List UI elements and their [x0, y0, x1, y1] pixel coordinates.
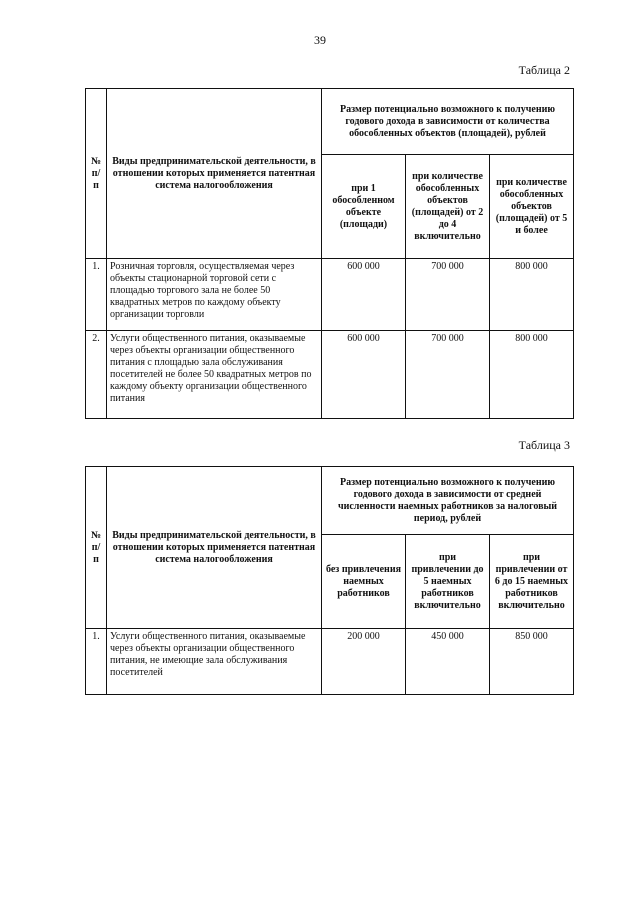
table-2-caption: Таблица 2 [518, 63, 570, 77]
table-2 [85, 88, 574, 419]
row-number: 2. [86, 331, 107, 419]
row-kind: Розничная торговля, осуществляемая через объекты стационарной торговой сети с площадью торгового зала не более 50 квадратных метров по каждому объекту организации торговли [107, 259, 322, 331]
table-3-header-kind: Виды предпринимательской деятельности, в отношении которых применяется патентная система налогообложения [107, 467, 322, 629]
row-value-2: 450 000 [406, 629, 490, 695]
row-kind: Услуги общественного питания, оказываемые через объекты организации общественного питания с площадью зала обслуживания посетителей не более 50 квадратных метров по каждому объекту организации общественного питания [107, 331, 322, 419]
row-number: 1. [86, 259, 107, 331]
row-value-3: 800 000 [490, 259, 574, 331]
page-number: 39 [314, 33, 326, 47]
table-3-subheader-3: при привлечении от 6 до 15 наемных работников включительно [490, 535, 574, 629]
row-value-2: 700 000 [406, 331, 490, 419]
table-row [86, 259, 574, 331]
table-2-header-row [86, 89, 574, 155]
table-2-header-kind: Виды предпринимательской деятельности, в отношении которых применяется патентная система налогообложения [107, 89, 322, 259]
row-value-1: 600 000 [322, 331, 406, 419]
table-row [86, 331, 574, 419]
row-kind: Услуги общественного питания, оказываемые через объекты организации общественного питания, не имеющие зала обслуживания посетителей [107, 629, 322, 695]
table-3-subheader-1: без привлечения наемных работников [322, 535, 406, 629]
table-3-caption: Таблица 3 [518, 438, 570, 452]
table-3-subheader-2: при привлечении до 5 наемных работников включительно [406, 535, 490, 629]
row-number: 1. [86, 629, 107, 695]
table-2-header-num: № п/п [86, 89, 107, 259]
table-3-header-num: № п/п [86, 467, 107, 629]
table-3-header-row [86, 467, 574, 535]
table-3-header-income: Размер потенциально возможного к получению годового дохода в зависимости от средней численности наемных работников за налоговый период, рублей [322, 467, 574, 535]
table-2-header-income: Размер потенциально возможного к получению годового дохода в зависимости от количества обособленных объектов (площадей), рублей [322, 89, 574, 155]
table-3 [85, 466, 574, 695]
table-2-subheader-2: при количестве обособленных объектов (площадей) от 2 до 4 включительно [406, 155, 490, 259]
row-value-3: 800 000 [490, 331, 574, 419]
row-value-1: 200 000 [322, 629, 406, 695]
table-row [86, 629, 574, 695]
row-value-2: 700 000 [406, 259, 490, 331]
row-value-1: 600 000 [322, 259, 406, 331]
table-2-subheader-1: при 1 обособленном объекте (площади) [322, 155, 406, 259]
row-value-3: 850 000 [490, 629, 574, 695]
table-2-subheader-3: при количестве обособленных объектов (площадей) от 5 и более [490, 155, 574, 259]
